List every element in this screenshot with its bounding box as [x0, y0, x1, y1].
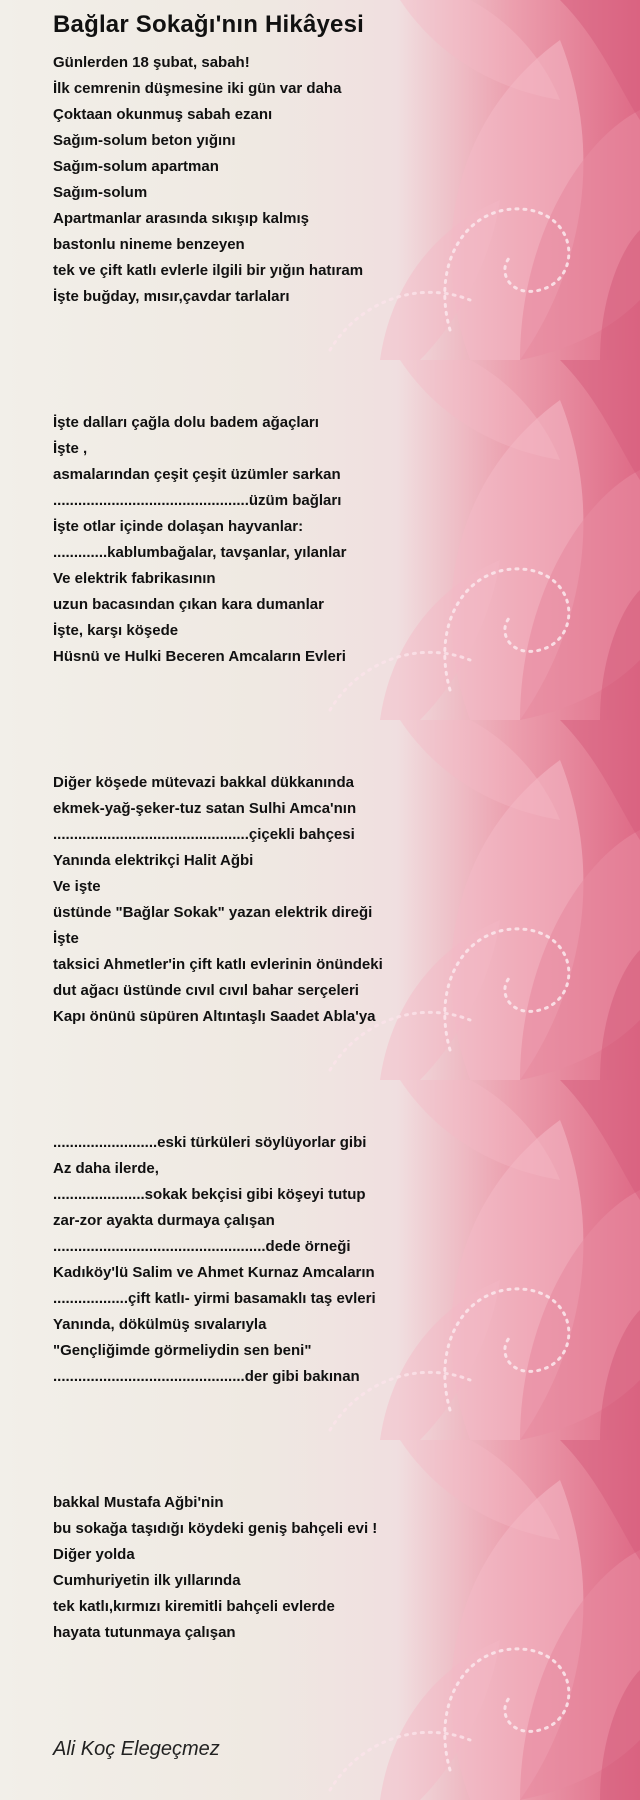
poem-line: ...................................................dede örneği	[53, 1238, 351, 1255]
poem-line: İşte otlar içinde dolaşan hayvanlar:	[53, 518, 304, 535]
poem-line: İlk cemrenin düşmesine iki gün var daha	[53, 80, 342, 97]
poem-line: tek ve çift katlı evlerle ilgili bir yığın hatıram	[53, 262, 364, 279]
flower-petal-shape	[400, 0, 560, 100]
poem-line: .............kablumbağalar, tavşanlar, yılanlar	[53, 544, 347, 561]
poem-title: Bağlar Sokağı'nın Hikâyesi	[53, 11, 365, 38]
poem-line: Yanında, dökülmüş sıvalarıyla	[53, 1316, 267, 1333]
poem-line: ..............................................der gibi bakınan	[53, 1368, 360, 1385]
poem-line: İşte ,	[53, 440, 88, 457]
poem-line: uzun bacasından çıkan kara dumanlar	[53, 596, 324, 613]
stanza-3	[53, 770, 383, 1030]
poem-line: hayata tutunmaya çalışan	[53, 1624, 236, 1641]
poem-line: ...............................................çiçekli bahçesi	[53, 826, 355, 843]
poem-line: Sağım-solum apartman	[53, 158, 219, 175]
poem-line: Cumhuriyetin ilk yıllarında	[53, 1572, 241, 1589]
poem-line: asmalarından çeşit çeşit üzümler sarkan	[53, 466, 341, 483]
poem-line: İşte, karşı köşede	[53, 622, 179, 639]
poem-line: "Gençliğimde görmeliydin sen beni"	[53, 1342, 312, 1359]
poem-line: Yanında elektrikçi Halit Ağbi	[53, 852, 254, 869]
poem-line: Diğer köşede mütevazi bakkal dükkanında	[53, 774, 354, 791]
poem-line: .........................eski türküleri söylüyorlar gibi	[53, 1134, 367, 1151]
poem-line: bu sokağa taşıdığı köydeki geniş bahçeli evi !	[53, 1520, 378, 1537]
poem-line: Günlerden 18 şubat, sabah!	[53, 54, 250, 71]
poem-line: İşte buğday, mısır,çavdar tarlaları	[53, 288, 290, 305]
stanza-5	[53, 1490, 377, 1646]
poem-line: Az daha ilerde,	[53, 1160, 159, 1177]
poem-line: bastonlu nineme benzeyen	[53, 236, 245, 253]
poem-line: ...............................................üzüm bağları	[53, 492, 342, 509]
poem-line: ..................çift katlı- yirmi basamaklı taş evleri	[53, 1290, 376, 1307]
poem-line: Kapı önünü süpüren Altıntaşlı Saadet Abla'ya	[53, 1008, 376, 1025]
poem-line: ekmek-yağ-şeker-tuz satan Sulhi Amca'nın	[53, 800, 357, 817]
flower-petal-shape	[400, 720, 560, 820]
poem-line: bakkal Mustafa Ağbi'nin	[53, 1494, 224, 1511]
poem-line: Çoktaan okunmuş sabah ezanı	[53, 106, 273, 123]
stanza-2	[53, 410, 346, 670]
poem-line: zar-zor ayakta durmaya çalışan	[53, 1212, 275, 1229]
poem-line: Sağım-solum	[53, 184, 148, 201]
poem-author: Ali Koç Elegeçmez	[53, 1738, 220, 1760]
flower-petal-shape	[400, 1440, 560, 1540]
poem-line: Ve işte	[53, 878, 101, 895]
poem-line: Kadıköy'lü Salim ve Ahmet Kurnaz Amcaların	[53, 1264, 375, 1281]
poem-line: dut ağacı üstünde cıvıl cıvıl bahar serçeleri	[53, 982, 359, 999]
poem-line: Apartmanlar arasında sıkışıp kalmış	[53, 210, 309, 227]
poem-line: İşte dalları çağla dolu badem ağaçları	[53, 414, 319, 431]
poem-line: İşte	[53, 930, 79, 947]
poem-line: Diğer yolda	[53, 1546, 135, 1563]
stanza-1	[53, 50, 363, 310]
poem-line: üstünde "Bağlar Sokak" yazan elektrik direği	[53, 904, 373, 921]
poem-line: tek katlı,kırmızı kiremitli bahçeli evlerde	[53, 1598, 335, 1615]
poem-line: Ve elektrik fabrikasının	[53, 570, 216, 587]
poem-line: Hüsnü ve Hulki Beceren Amcaların Evleri	[53, 648, 346, 665]
poem-line: ......................sokak bekçisi gibi köşeyi tutup	[53, 1186, 366, 1203]
flower-petal-shape	[400, 360, 560, 460]
poem-line: taksici Ahmetler'in çift katlı evlerinin önündeki	[53, 956, 383, 973]
poem-line: Sağım-solum beton yığını	[53, 132, 236, 149]
stanza-4	[53, 1130, 376, 1390]
flower-petal-shape	[400, 1080, 560, 1180]
